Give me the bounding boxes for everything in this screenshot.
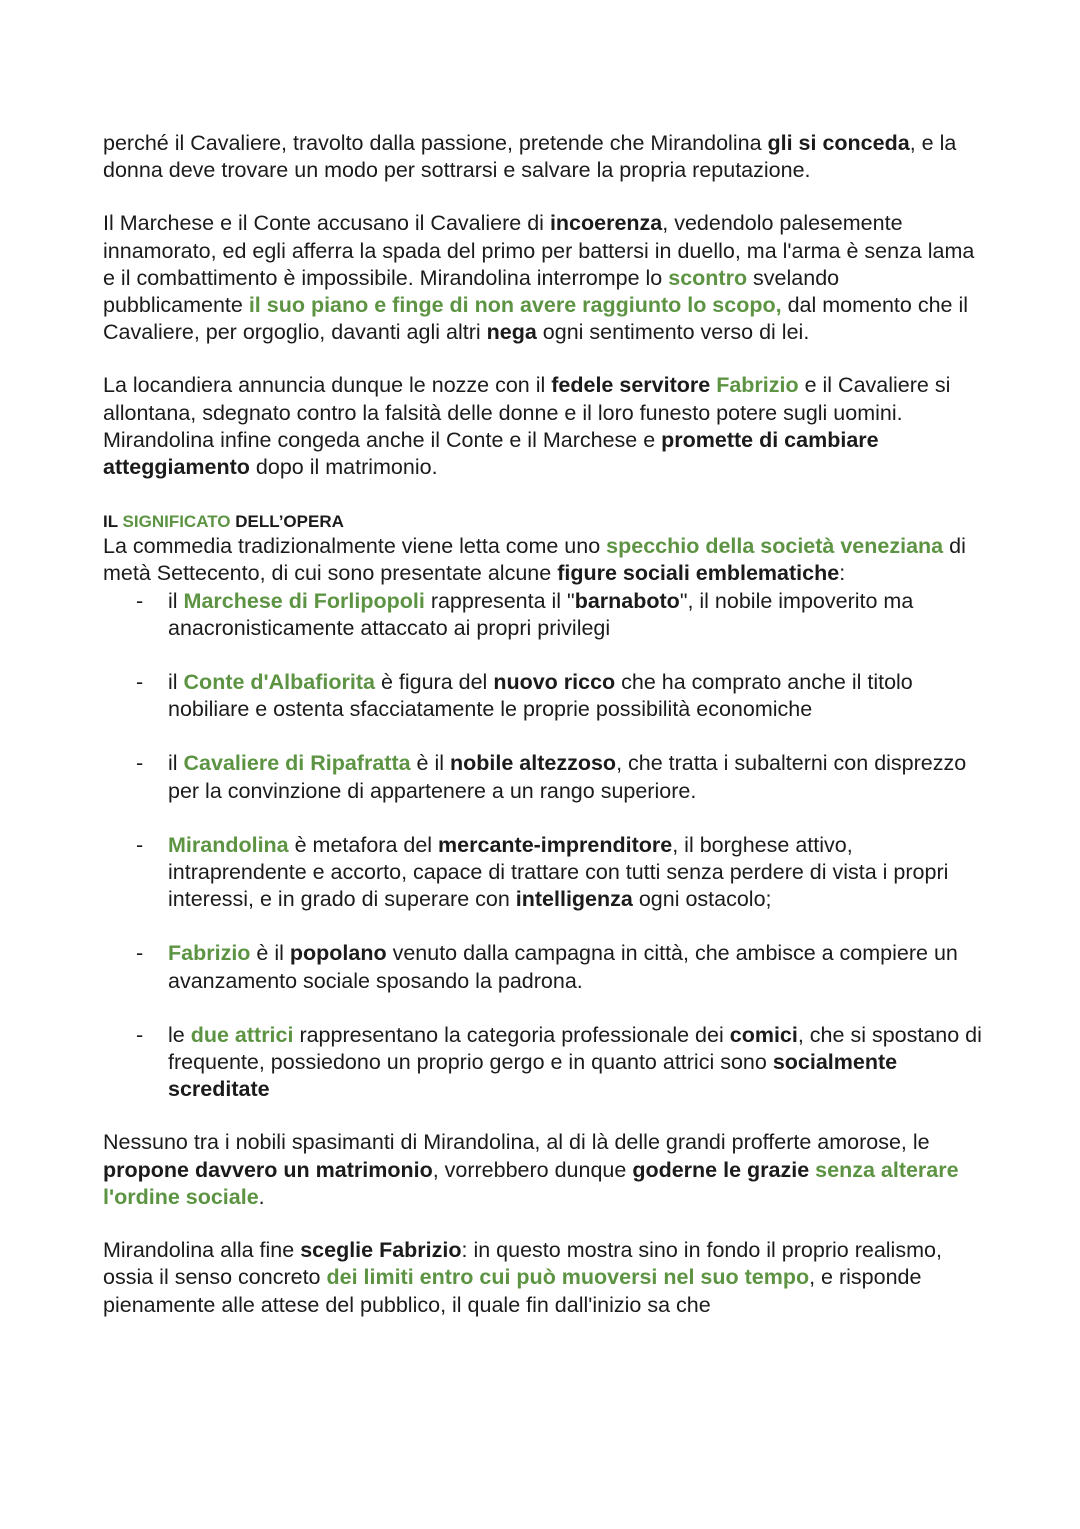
list-item-marchese: - il Marchese di Forlipopoli rappresenta il "barnaboto", il nobile impoverito ma anacronisticamente attaccato ai propri privilegi xyxy=(136,588,914,640)
list-item-fabrizio: - Fabrizio è il popolano venuto dalla campagna in città, che ambisce a compiere un avanzamento sociale sposando la padrona. xyxy=(136,941,958,993)
list-item-attrici: - le due attrici rappresentano la categoria professionale dei comici, che si spostano di frequente, possiedono un proprio gergo e in quanto attrici sono socialmente screditate xyxy=(136,1022,982,1102)
list-bullet: - xyxy=(136,1022,144,1047)
paragraph-duel-context: perché il Cavaliere, travolto dalla passione, pretende che Mirandolina gli si conceda, e la donna deve trovare un modo per sottrarsi e salvare la propria reputazione. xyxy=(103,131,957,183)
paragraph-spasimanti: Nessuno tra i nobili spasimanti di Mirandolina, al di là delle grandi profferte amorose, le propone davvero un matrimonio, vorrebbero dunque goderne le grazie senza alterare l'ordine sociale. xyxy=(103,1130,959,1209)
paragraph-scelta-fabrizio: Mirandolina alla fine sceglie Fabrizio: in questo mostra sino in fondo il proprio realismo, ossia il senso concreto dei limiti entro cui può muoversi nel suo tempo, e risponde pienamente alle attese del pubblico, il quale fin dall'inizio sa che xyxy=(103,1238,942,1317)
list-bullet: - xyxy=(136,941,144,966)
list-bullet: - xyxy=(136,751,144,776)
list-item-mirandolina: - Mirandolina è metafora del mercante-imprenditore, il borghese attivo, intraprendente e accorto, capace di trattare con tutti senza perdere di vista i propri interessi, e in grado di superare con intelligenza ogni ostacolo; xyxy=(136,832,949,912)
list-bullet: - xyxy=(136,670,144,695)
social-figures-list xyxy=(103,588,983,1104)
paragraph-incoerenza: Il Marchese e il Conte accusano il Cavaliere di incoerenza, vedendolo palesemente innamorato, ed egli afferra la spada del primo per battersi in duello, ma l'arma è senza lama e il combattimento è impossibile. Mirandolina interrompe lo scontro svelando pubblicamente il suo piano e finge di non avere raggiunto lo scopo, dal momento che il Cavaliere, per orgoglio, davanti agli altri nega ogni sentimento verso di lei. xyxy=(103,211,975,345)
paragraph-nozze: La locandiera annuncia dunque le nozze con il fedele servitore Fabrizio e il Cavaliere si allontana, sdegnato contro la falsità delle donne e il loro funesto potere sugli uomini. Mirandolina infine congeda anche il Conte e il Marchese e promette di cambiare atteggiamento dopo il matrimonio. xyxy=(103,373,951,480)
section-lead-paragraph: La commedia tradizionalmente viene letta come uno specchio della società veneziana di metà Settecento, di cui sono presentate alcune figure sociali emblematiche: xyxy=(103,534,966,586)
document-page xyxy=(103,130,983,1345)
list-item-conte: - il Conte d'Albafiorita è figura del nuovo ricco che ha comprato anche il titolo nobiliare e ostenta sfacciatamente le proprie possibilità economiche xyxy=(136,670,913,722)
section-heading: IL SIGNIFICATO DELL’OPERA xyxy=(103,512,344,532)
list-bullet: - xyxy=(136,588,144,613)
list-item-cavaliere: - il Cavaliere di Ripafratta è il nobile altezzoso, che tratta i subalterni con disprezzo per la convinzione di appartenere a un rango superiore. xyxy=(136,751,967,803)
list-bullet: - xyxy=(136,832,144,857)
